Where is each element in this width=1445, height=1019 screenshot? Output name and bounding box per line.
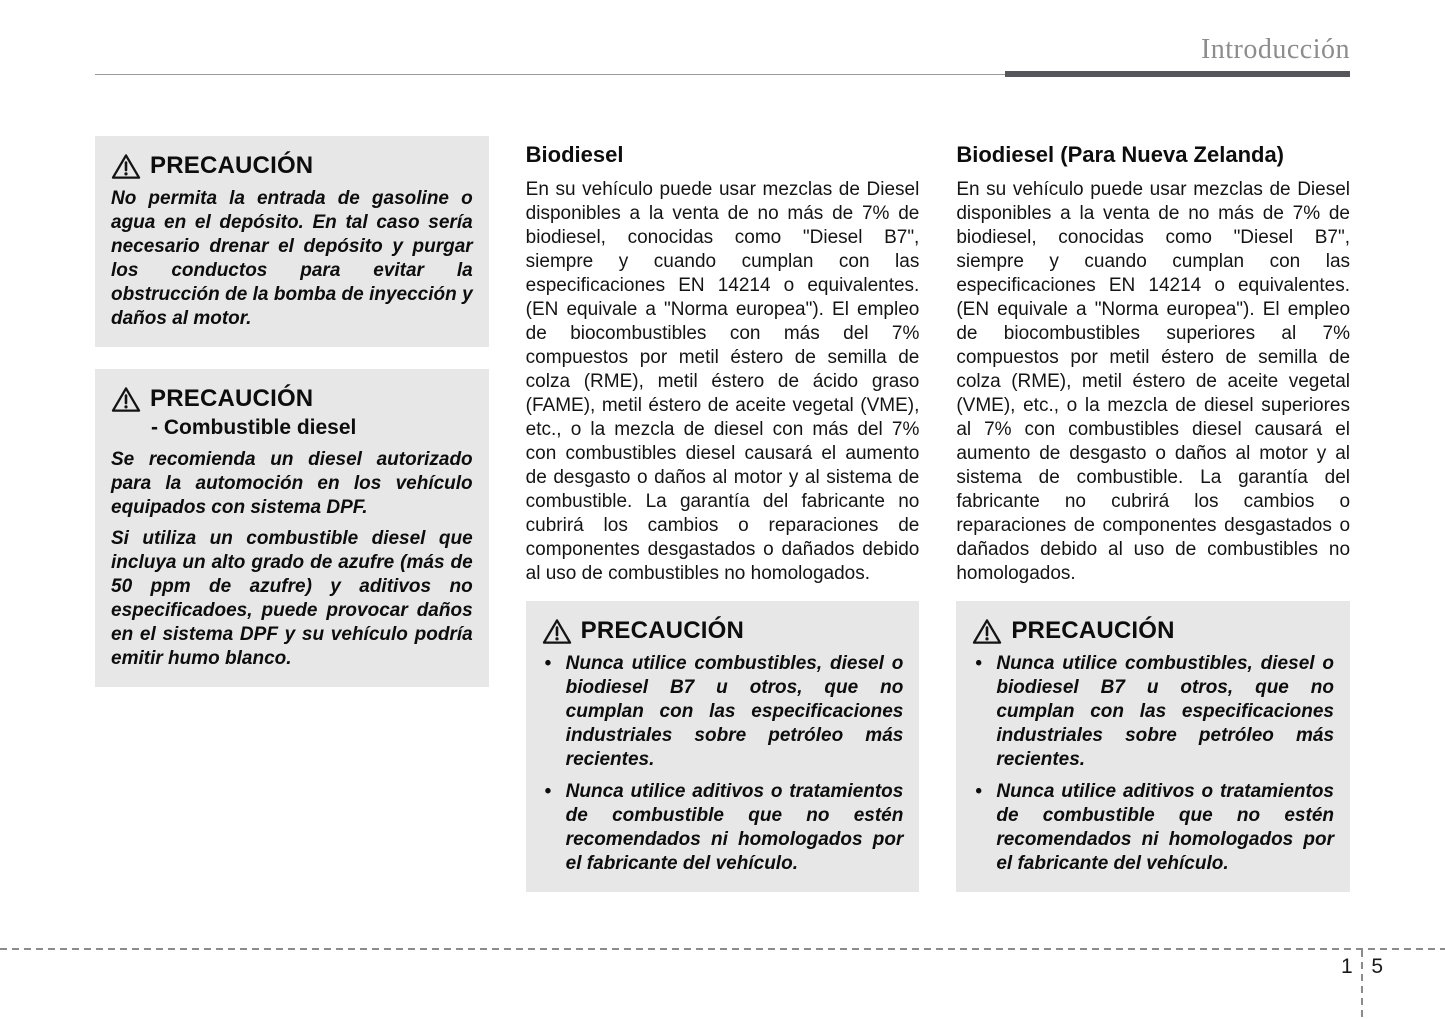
warning-triangle-icon: [111, 386, 141, 413]
page-number: [1341, 955, 1383, 979]
bullet-marker: •: [544, 781, 552, 802]
warning-triangle-icon: [972, 618, 1002, 645]
caution-paragraph: Se recomienda un diesel autorizado para la automoción en los vehículo equipados con sistema DPF.: [111, 449, 473, 518]
body-paragraph: En su vehículo puede usar mezclas de Diesel disponibles a la venta de no más de 7% de biodiesel, conocidas como "Diesel B7", siempre y cuando cumplan con las especificaciones EN 14214 o equivalentes. (EN equivale a "Norma europea"). El empleo de biocombustibles superiores al 7% compuestos por metil éstero de semilla de colza (RME), metil éstero de aceite vegetal (VME), etc., o la mezcla de diesel superiores al 7% con combustibles diesel causará el aumento de desgasto o daños al motor y al sistema de combustible. La garantía del fabricante no cubrirá los cambios o reparaciones de componentes desgastados o dañados debido al uso de combustibles no homologados.: [956, 179, 1351, 584]
bullet-text: Nunca utilice aditivos o tratamientos de combustible que no estén recomendados ni homologados por el fabricante del vehículo.: [565, 781, 904, 874]
right-column: [956, 136, 1350, 914]
footer-dashed-line: [0, 948, 1445, 950]
middle-column: [526, 136, 920, 914]
bullet-text: Nunca utilice combustibles, diesel o biodiesel B7 u otros, que no cumplan con las especificaciones industriales sobre petróleo más recientes.: [565, 653, 904, 770]
caution-title-row: [111, 152, 473, 180]
page-header: [95, 0, 1350, 78]
caution-title: PRECAUCIÓN: [150, 385, 314, 412]
section-heading-biodiesel: Biodiesel: [525, 142, 624, 167]
left-column: [95, 136, 489, 914]
chapter-number: 1: [1341, 955, 1353, 978]
header-rule-thick-bar: [1005, 71, 1350, 77]
header-rule: [95, 71, 1350, 78]
bullet-marker: •: [544, 653, 552, 674]
content-columns: [95, 136, 1350, 914]
page-title: Introducción: [1200, 34, 1350, 65]
caution-title: PRECAUCIÓN: [580, 617, 745, 644]
caution-paragraph: Si utiliza un combustible diesel que incluya un alto grado de azufre (más de 50 ppm de azufre) y aditivos no especificadoes, puede provocar daños en el sistema DPF y su vehículo podría emitir humo blanco.: [111, 528, 473, 669]
bullet-text: Nunca utilice aditivos o tratamientos de combustible que no estén recomendados ni homologados por el fabricante del vehículo.: [996, 781, 1335, 874]
caution-body: No permita la entrada de gasoline o agua en el depósito. En tal caso sería necesario drenar el depósito y purgar los conductos para evitar la obstrucción de la bomba de inyección y daños al motor.: [111, 188, 473, 329]
caution-box-biodiesel-nz: [956, 601, 1350, 892]
bullet-marker: •: [975, 781, 982, 802]
caution-box-fuel-water: [95, 136, 489, 347]
bullet-item: [972, 780, 1334, 876]
section-heading-biodiesel-nz: Biodiesel (Para Nueva Zelanda): [956, 142, 1285, 167]
page-number-value: 5: [1371, 955, 1383, 978]
bullet-item: [542, 652, 904, 772]
bullet-item: [972, 652, 1334, 772]
caution-title: PRECAUCIÓN: [1011, 617, 1175, 644]
caution-box-diesel-fuel: [95, 369, 489, 687]
caution-title: PRECAUCIÓN: [150, 152, 314, 179]
bullet-text: Nunca utilice combustibles, diesel o biodiesel B7 u otros, que no cumplan con las especificaciones industriales sobre petróleo más recientes.: [996, 653, 1335, 770]
warning-triangle-icon: [111, 153, 141, 180]
caution-title-row: [972, 617, 1334, 645]
caution-title-row: [111, 385, 473, 413]
caution-box-biodiesel: [526, 601, 920, 892]
caution-subtitle: - Combustible diesel: [151, 416, 357, 439]
body-paragraph: En su vehículo puede usar mezclas de Diesel disponibles a la venta de no más de 7% de biodiesel, conocidas como "Diesel B7", siempre y cuando cumplan con las especificaciones EN 14214 o equivalentes. (EN equivale a "Norma europea"). El empleo de biocombustibles con más del 7% compuestos por metil éstero de semilla de colza (RME), metil éstero de ácido graso (FAME), metil éstero de aceite vegetal (VME), etc., o la mezcla de diesel con más del 7% con combustibles diesel causará el aumento de desgasto o daños al motor y al sistema de combustible. La garantía del fabricante no cubrirá los cambios o reparaciones de componentes desgastados o dañados debido al uso de combustibles no homologados.: [525, 179, 920, 584]
bullet-item: [542, 780, 904, 876]
caution-title-row: [542, 617, 904, 645]
warning-triangle-icon: [542, 618, 572, 645]
bullet-marker: •: [975, 653, 982, 674]
